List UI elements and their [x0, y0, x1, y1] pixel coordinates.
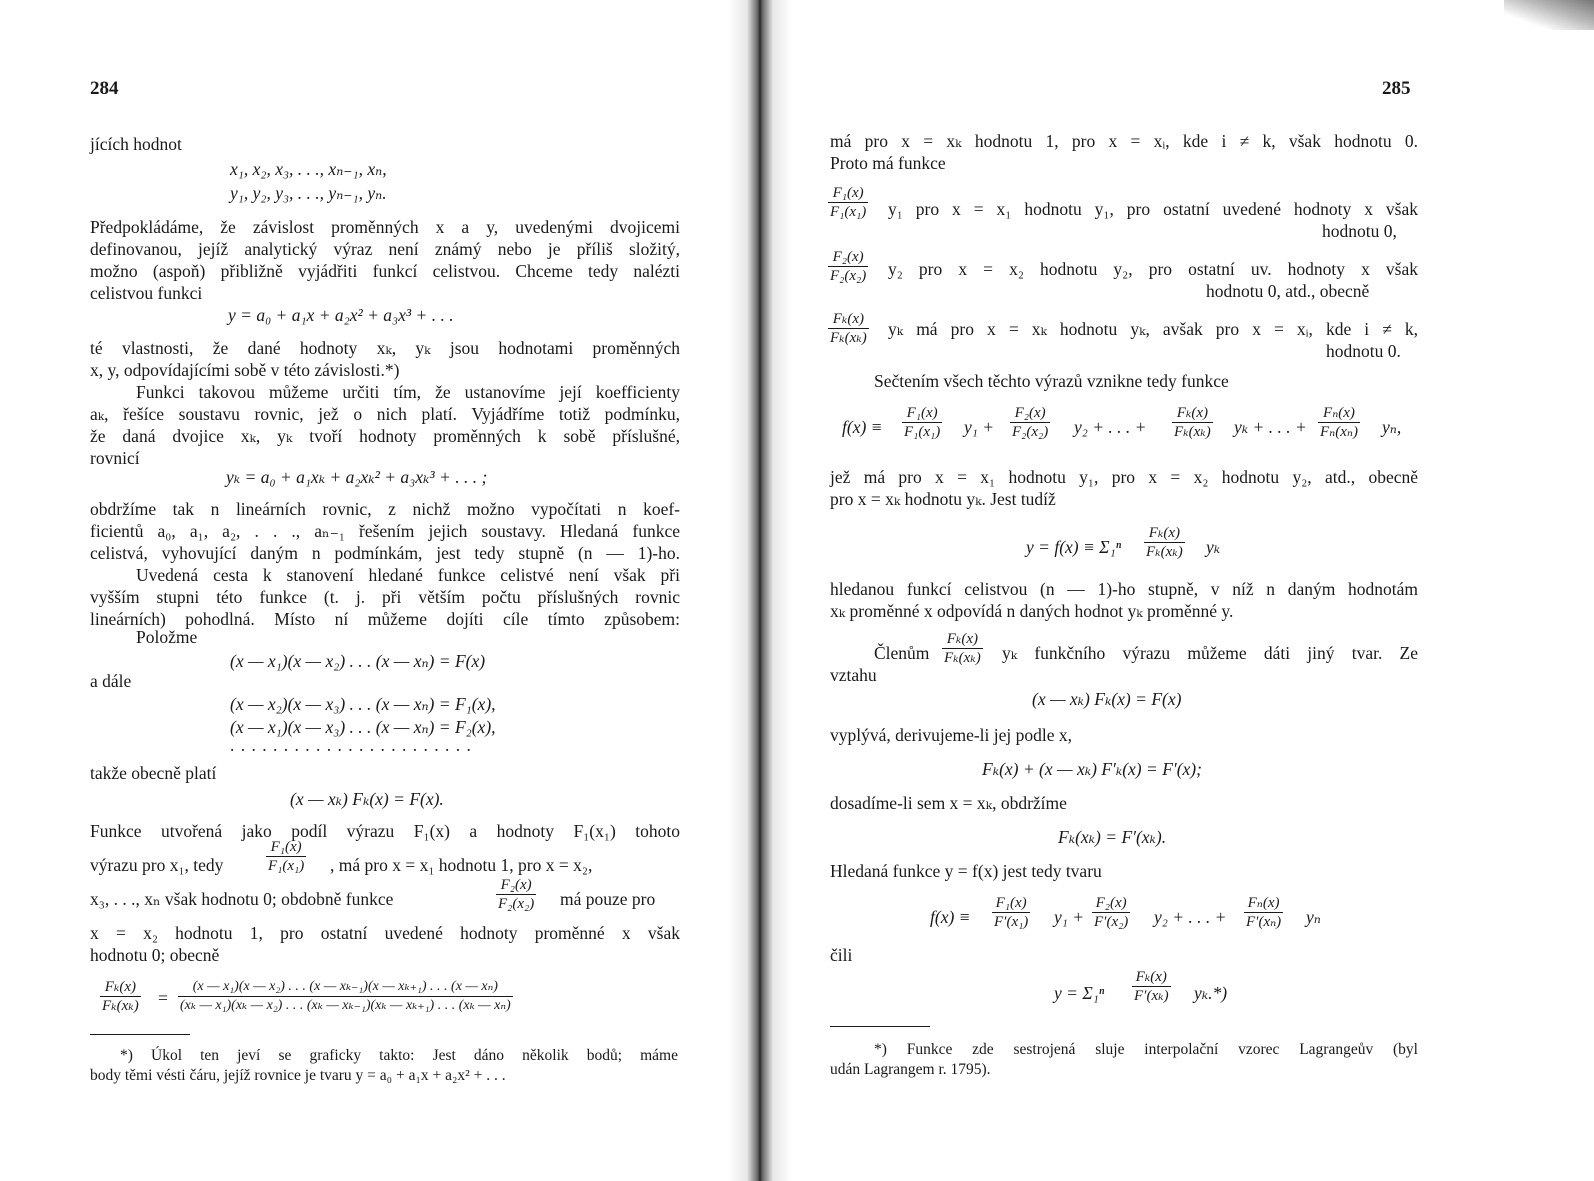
fraction: $\frac{\text{Fₙ(x)}}{\text{F′(xₙ)}}$	[1246, 895, 1282, 930]
text-line: lineárních) pohodlná. Místo ní můžeme dojíti cíle tímto způsobem:	[90, 609, 680, 629]
text-line: Členům	[874, 643, 930, 663]
text-line: Uvedená cesta k stanovení hledané funkce celistvé není však při	[136, 565, 680, 585]
left-page	[0, 0, 728, 1181]
equation-part: yₙ	[1306, 907, 1321, 927]
text-line: Předpokládáme, že závislost proměnných x a y, uvedenými dvojicemi	[90, 217, 680, 237]
equation-part: yₖ + . . . +	[1234, 417, 1307, 437]
text-line: rovnicí	[90, 448, 140, 468]
text-line: hodnotu 0, atd., obecně	[1206, 281, 1370, 301]
text-line: celistvou funkci	[90, 283, 203, 303]
text-line: vyplývá, derivujeme-li jej podle x,	[830, 725, 1073, 745]
fraction: $\frac{\text{F₂(x)}}{\text{F′(x₂)}}$	[1094, 895, 1129, 930]
text-line: Položme	[136, 627, 198, 647]
equation: (x — x₁)(x — x₂) . . . (x — xₙ) = F(x)	[230, 651, 486, 671]
fraction: $\frac{\text{F₁(x)}}{\text{F₁(x₁)}}$	[830, 185, 867, 220]
equation-part: yₖ	[1206, 537, 1221, 557]
equation: Fₖ(xₖ) = F′(xₖ).	[1058, 827, 1167, 847]
fraction: $\frac{\text{F₁(x)}}{\text{F₁(x₁)}}$	[268, 839, 305, 874]
text-line: yₖ má pro x = xₖ hodnotu yₖ, avšak pro x = xᵢ, kde i ≠ k,	[888, 319, 1418, 339]
fraction: $\frac{\text{Fₖ(x)}}{\text{Fₖ(xₖ)}}$	[1146, 525, 1183, 560]
text-line: x₃, . . ., xₙ však hodnotu 0; obdobně funkce	[90, 889, 394, 909]
equation-part: y₁ +	[1054, 907, 1085, 927]
text-line: Funkce utvořená jako podíl výrazu F₁(x) a hodnoty F₁(x₁) tohoto	[90, 821, 680, 841]
equation-part: y₁ +	[964, 417, 995, 437]
footnote-rule	[90, 1034, 190, 1035]
text-line: pro x = xₖ hodnotu yₖ. Jest tudíž	[830, 489, 1056, 509]
text-line: hledanou funkcí celistvou (n — 1)-ho stupně, v níž n daným hodnotám	[830, 579, 1418, 599]
footnote-line: *) Úkol ten jeví se graficky takto: Jest dáno několik bodů; máme	[120, 1047, 678, 1064]
equation: y = a₀ + a₁x + a₂x² + a₃x³ + . . .	[228, 305, 454, 325]
equation: Fₖ(x) + (x — xₖ) F′ₖ(x) = F′(x);	[982, 759, 1202, 779]
fraction: $\frac{\text{F₂(x)}}{\text{F₂(x₂)}}$	[498, 877, 535, 912]
text-line: x, y, odpovídajícími sobě v této závislosti.*)	[90, 360, 400, 380]
text-line: má pro x = xₖ hodnotu 1, pro x = xᵢ, kde i ≠ k, však hodnotu 0.	[830, 131, 1418, 151]
text-line: vyšším stupni této funkce (t. j. při větším počtu příslušných rovnic	[90, 587, 680, 607]
text-line: y₁ pro x = x₁ hodnotu y₁, pro ostatní uvedené hodnoty x však	[888, 199, 1418, 219]
fraction: $\frac{\text{Fₙ(x)}}{\text{Fₙ(xₙ)}}$	[1320, 405, 1358, 440]
equation: (x — xₖ) Fₖ(x) = F(x).	[290, 789, 444, 809]
text-line: jež má pro x = x₁ hodnotu y₁, pro x = x₂ hodnotu y₂, atd., obecně	[830, 467, 1418, 487]
text-line: dosadíme-li sem x = xₖ, obdržíme	[830, 793, 1067, 813]
fraction: $\frac{\text{F₂(x)}}{\text{F₂(x₂)}}$	[1012, 405, 1049, 440]
fraction: $\frac{\text{Fₖ(x)}}{\text{Fₖ(xₖ)}}$	[944, 631, 981, 666]
page-number: 284	[90, 78, 119, 99]
math-line: y₁, y₂, y₃, . . ., yₙ₋₁, yₙ.	[230, 183, 387, 203]
text-line: hodnotu 0.	[1326, 341, 1401, 361]
equation-part: y₂ + . . . +	[1154, 907, 1227, 927]
text-line: Sečtením všech těchto výrazů vznikne tedy funkce	[874, 371, 1229, 391]
equation-part: y₂ + . . . +	[1074, 417, 1147, 437]
fraction: $\frac{\text{Fₖ(x)}}{\text{F′(xₖ)}}$	[1134, 969, 1169, 1004]
equation: yₖ = a₀ + a₁xₖ + a₂xₖ² + a₃xₖ³ + . . . ;	[226, 467, 488, 487]
footnote-rule	[830, 1026, 930, 1027]
book-gutter	[728, 0, 792, 1181]
text-line: Funkci takovou můžeme určiti tím, že ustanovíme její koefficienty	[136, 382, 680, 402]
dotted-line: . . . . . . . . . . . . . . . . . . . . . . .	[230, 735, 472, 755]
text-line: že daná dvojice xₖ, yₖ tvoří hodnoty proměnných k sobě příslušné,	[90, 426, 680, 446]
text-line: Hledaná funkce y = f(x) jest tedy tvaru	[830, 861, 1102, 881]
text-line: takže obecně platí	[90, 763, 217, 783]
equation-part: yₙ,	[1382, 417, 1402, 437]
equation-part: y = Σ₁ⁿ	[1054, 983, 1105, 1003]
text-line: má pouze pro	[560, 889, 656, 909]
right-page	[792, 0, 1594, 1181]
fraction: $\frac{\text{Fₖ(x)}}{\text{Fₖ(xₖ)}}$	[102, 979, 139, 1014]
text-line: jících hodnot	[90, 134, 182, 154]
text-line: vztahu	[830, 665, 877, 685]
page-number: 285	[1382, 78, 1411, 99]
equation-part: f(x) ≡	[930, 907, 971, 927]
text-line: , má pro x = x₁ hodnotu 1, pro x = x₂,	[330, 855, 593, 875]
fraction: $\frac{\text{Fₖ(x)}}{\text{Fₖ(xₖ)}}$	[1174, 405, 1211, 440]
footnote-line: body těmi vésti čáru, jejíž rovnice je tvaru y = a₀ + a₁x + a₂x² + . . .	[90, 1067, 506, 1084]
text-line: xₖ proměnné x odpovídá n daných hodnot yₖ proměnné y.	[830, 601, 1234, 621]
text-line: Proto má funkce	[830, 153, 946, 173]
text-line: možno (aspoň) přibližně vyjádřiti funkcí celistvou. Chceme tedy nalézti	[90, 261, 680, 281]
text-line: yₖ funkčního výrazu můžeme dáti jiný tvar. Ze	[1002, 643, 1418, 663]
equation: (x — xₖ) Fₖ(x) = F(x)	[1032, 689, 1182, 709]
text-line: x = x₂ hodnotu 1, pro ostatní uvedené hodnoty proměnné x však	[90, 923, 680, 943]
fraction: $\frac{\text{F₁(x)}}{\text{F₁(x₁)}}$	[904, 405, 941, 440]
fraction: $\frac{\text{Fₖ(x)}}{\text{Fₖ(xₖ)}}$	[830, 311, 867, 346]
equation-part: f(x) ≡	[842, 417, 883, 437]
fraction: $\frac{\text{F₂(x)}}{\text{F₂(x₂)}}$	[830, 249, 867, 284]
text-line: hodnotu 0,	[1322, 221, 1397, 241]
footnote-line: udán Lagrangem r. 1795).	[830, 1061, 991, 1078]
fraction: $\frac{\text{F₁(x)}}{\text{F′(x₁)}}$	[994, 895, 1029, 930]
text-line: celistvá, vyhovující daným n podmínkám, jest tedy stupně (n — 1)-ho.	[90, 543, 680, 563]
fraction: (x — x₁)(x — x₂) . . . (x — xₖ₋₁)(x — xₖ₊₁) . . . (x — xₙ) (xₖ — x₁)(xₖ — x₂) . . . (xₖ — xₖ₋₁)(xₖ — xₖ₊₁) . . . (xₖ — xₙ)	[180, 979, 511, 1013]
footnote-line: *) Funkce zde sestrojená sluje interpolační vzorec Lagrangeův (byl	[874, 1041, 1418, 1058]
text-line: obdržíme tak n lineárních rovnic, z nichž možno vypočítati n koef-	[90, 499, 680, 519]
text-line: a dále	[90, 671, 132, 691]
text-line: =	[158, 988, 168, 1008]
text-line: aₖ, řešíce soustavu rovnic, jež o nich platí. Vyjádříme totiž podmínku,	[90, 404, 680, 424]
equation: (x — x₂)(x — x₃) . . . (x — xₙ) = F₁(x),	[230, 694, 496, 714]
text-line: výrazu pro x₁, tedy	[90, 855, 224, 875]
equation-part: yₖ.*)	[1194, 983, 1228, 1003]
text-line: definovanou, jejíž analytický výraz není známý nebo je příliš složitý,	[90, 239, 680, 259]
math-line: x₁, x₂, x₃, . . ., xₙ₋₁, xₙ,	[230, 159, 387, 179]
equation-part: y = f(x) ≡ Σ₁ⁿ	[1026, 537, 1122, 557]
text-line: té vlastnosti, že dané hodnoty xₖ, yₖ jsou hodnotami proměnných	[90, 338, 680, 358]
text-line: y₂ pro x = x₂ hodnotu y₂, pro ostatní uv. hodnoty x však	[888, 259, 1418, 279]
text-line: čili	[830, 945, 853, 965]
text-line: ficientů a₀, a₁, a₂, . . ., aₙ₋₁ řešením jejich soustavy. Hledaná funkce	[90, 521, 680, 541]
text-line: hodnotu 0; obecně	[90, 945, 220, 965]
equation: (x — x₁)(x — x₃) . . . (x — xₙ) = F₂(x),	[230, 717, 496, 737]
